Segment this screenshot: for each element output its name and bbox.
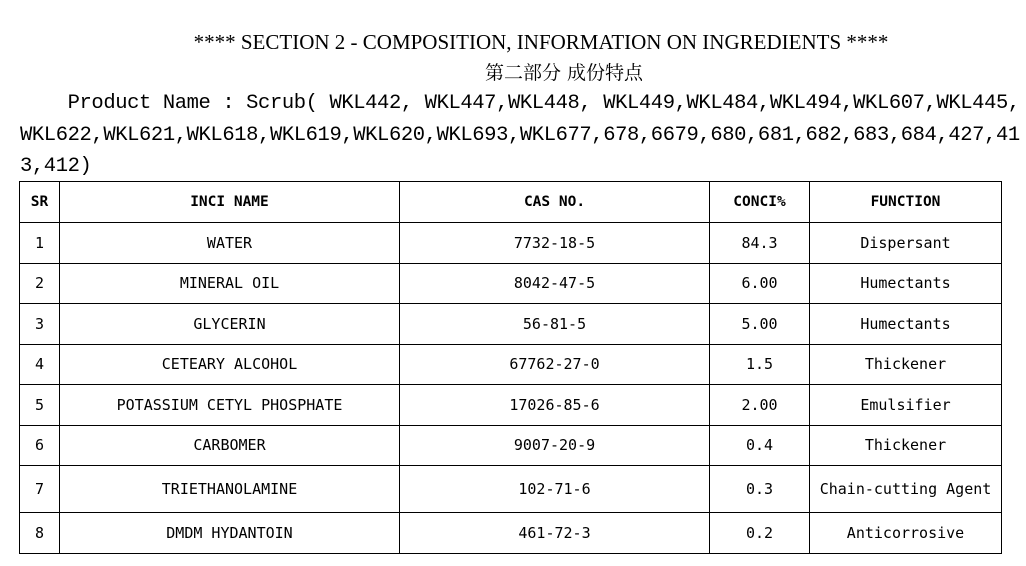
cell-sr: 7 bbox=[20, 466, 60, 513]
cell-inci-name: WATER bbox=[60, 223, 400, 264]
section-subtitle: 第二部分 成份特点 bbox=[484, 62, 644, 84]
cell-function: Dispersant bbox=[810, 223, 1002, 264]
cell-concentration: 1.5 bbox=[710, 344, 810, 385]
section-title: **** SECTION 2 - COMPOSITION, INFORMATION ON INGREDIENTS **** bbox=[193, 30, 889, 54]
table-row bbox=[20, 466, 1002, 513]
cell-concentration: 0.3 bbox=[710, 466, 810, 513]
cell-inci-name: MINERAL OIL bbox=[60, 263, 400, 304]
cell-sr: 5 bbox=[20, 385, 60, 426]
cell-function: Thickener bbox=[810, 425, 1002, 466]
cell-cas-no: 461-72-3 bbox=[400, 513, 710, 554]
table-row bbox=[20, 344, 1002, 385]
cell-inci-name: TRIETHANOLAMINE bbox=[60, 466, 400, 513]
cell-sr: 1 bbox=[20, 223, 60, 264]
cell-sr: 8 bbox=[20, 513, 60, 554]
cell-inci-name: GLYCERIN bbox=[60, 304, 400, 345]
header-sr: SR bbox=[20, 182, 60, 223]
cell-sr: 6 bbox=[20, 425, 60, 466]
cell-cas-no: 56-81-5 bbox=[400, 304, 710, 345]
cell-cas-no: 102-71-6 bbox=[400, 466, 710, 513]
cell-sr: 3 bbox=[20, 304, 60, 345]
cell-concentration: 84.3 bbox=[710, 223, 810, 264]
cell-cas-no: 67762-27-0 bbox=[400, 344, 710, 385]
product-name-line: Product Name : Scrub( WKL442, WKL447,WKL448, WKL449,WKL484,WKL494,WKL607,WKL445,WKL622,WKL621,WKL618,WKL619,WKL620,WKL693,WKL677,678,6679,680,681,682,683,684,427,413,412) bbox=[20, 92, 1020, 178]
cell-cas-no: 9007-20-9 bbox=[400, 425, 710, 466]
cell-inci-name: CARBOMER bbox=[60, 425, 400, 466]
table-row bbox=[20, 223, 1002, 264]
cell-cas-no: 8042-47-5 bbox=[400, 263, 710, 304]
cell-function: Emulsifier bbox=[810, 385, 1002, 426]
table-row bbox=[20, 304, 1002, 345]
table-row bbox=[20, 263, 1002, 304]
header-cas-no: CAS NO. bbox=[400, 182, 710, 223]
cell-inci-name: DMDM HYDANTOIN bbox=[60, 513, 400, 554]
cell-inci-name: POTASSIUM CETYL PHOSPHATE bbox=[60, 385, 400, 426]
header-concentration: CONCI% bbox=[710, 182, 810, 223]
table-row bbox=[20, 385, 1002, 426]
cell-function: Chain-cutting Agent bbox=[810, 466, 1002, 513]
header-inci-name: INCI NAME bbox=[60, 182, 400, 223]
cell-concentration: 6.00 bbox=[710, 263, 810, 304]
cell-concentration: 2.00 bbox=[710, 385, 810, 426]
cell-sr: 4 bbox=[20, 344, 60, 385]
table-row bbox=[20, 425, 1002, 466]
cell-concentration: 0.4 bbox=[710, 425, 810, 466]
cell-concentration: 5.00 bbox=[710, 304, 810, 345]
cell-concentration: 0.2 bbox=[710, 513, 810, 554]
table-row bbox=[20, 513, 1002, 554]
table-header-row bbox=[20, 182, 1002, 223]
cell-cas-no: 7732-18-5 bbox=[400, 223, 710, 264]
ingredients-table bbox=[19, 181, 1002, 554]
cell-cas-no: 17026-85-6 bbox=[400, 385, 710, 426]
cell-function: Thickener bbox=[810, 344, 1002, 385]
header-function: FUNCTION bbox=[810, 182, 1002, 223]
cell-function: Humectants bbox=[810, 304, 1002, 345]
cell-function: Anticorrosive bbox=[810, 513, 1002, 554]
cell-inci-name: CETEARY ALCOHOL bbox=[60, 344, 400, 385]
cell-sr: 2 bbox=[20, 263, 60, 304]
cell-function: Humectants bbox=[810, 263, 1002, 304]
